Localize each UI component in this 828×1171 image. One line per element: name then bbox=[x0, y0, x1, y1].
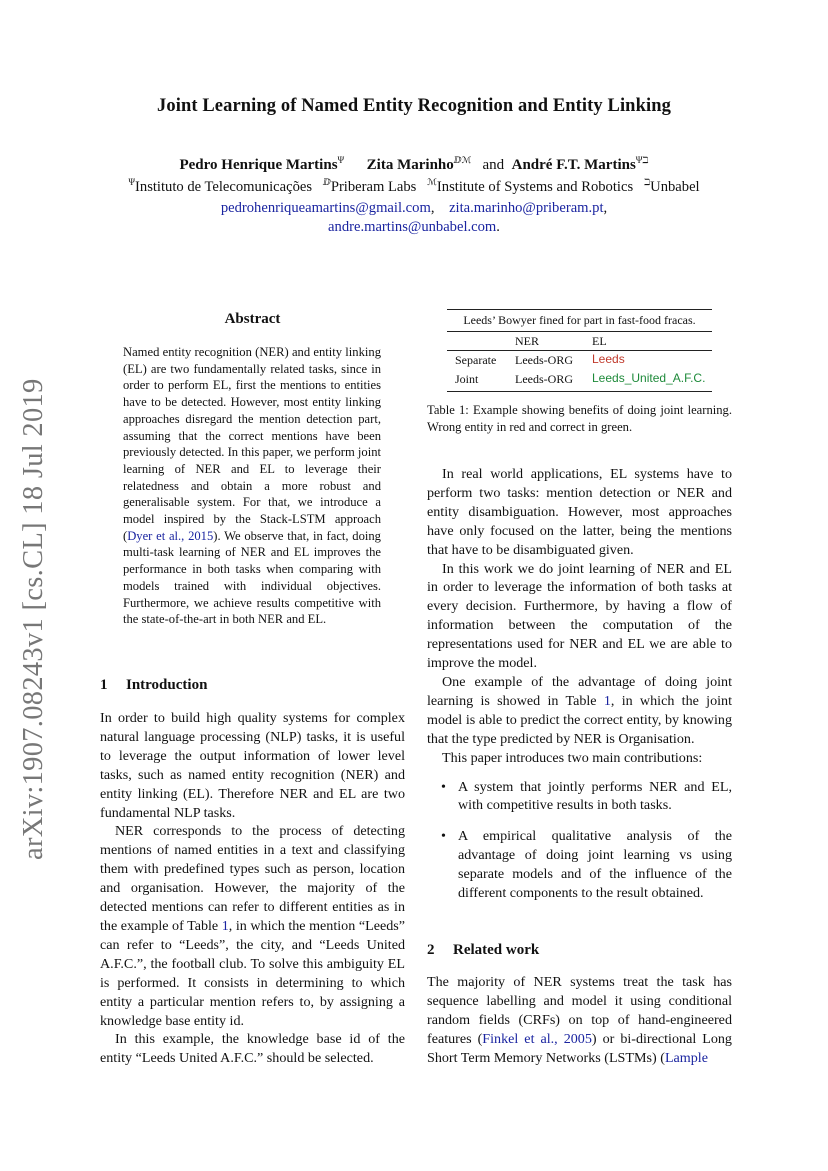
table-row-label: Joint bbox=[455, 372, 479, 386]
affiliation: Unbabel bbox=[650, 179, 700, 195]
author-superscript: Ψℶ bbox=[635, 155, 649, 165]
intro-body bbox=[100, 709, 405, 1068]
bullet-icon: • bbox=[441, 778, 446, 795]
section-title: Introduction bbox=[126, 677, 208, 693]
paragraph: In this example, the knowledge base id of the entity “Leeds United A.F.C.” should be selected. bbox=[100, 1031, 405, 1067]
author-name: Zita Marinho bbox=[366, 157, 454, 173]
paragraph-text: ) or bi-directional Long Short Term Memory Networks (LSTMs) ( bbox=[427, 1030, 732, 1066]
email-link[interactable]: pedrohenriqueamartins@gmail.com bbox=[220, 200, 431, 216]
table-bottom-rule bbox=[447, 391, 712, 392]
author-line bbox=[0, 157, 828, 174]
list-item-text: A empirical qualitative analysis of the advantage of doing joint learning vs using separate models and of the influence of the different components to the result obtained. bbox=[458, 828, 732, 902]
author-name: Pedro Henrique Martins bbox=[179, 157, 338, 173]
paragraph: In this work we do joint learning of NER and EL in order to leverage the information of both tasks at every decision. Furthermore, by having a flow of information between the computation of the representations used for NER and EL we are able to improve the model. bbox=[427, 560, 732, 672]
author-conjunction: and bbox=[482, 157, 505, 173]
abstract-text bbox=[123, 344, 381, 628]
citation-link[interactable]: Dyer et al., 2015 bbox=[127, 528, 214, 543]
paragraph: In order to build high quality systems for complex natural language processing (NLP) tasks, it is useful to leverage the output information of lower level tasks, such as named entity recognition (NER) and entity linking (EL). Therefore NER and EL are two fundamental NLP tasks. bbox=[100, 710, 405, 821]
list-item bbox=[427, 778, 732, 816]
abstract-text-part: Named entity recognition (NER) and entity linking (EL) are two fundamentally related tasks, since in order to perform EL, first the mentions to entities have to be detected. However, most entity linking approaches disregard the mention detection part, assuming that the correct mentions have been previously detected. In this paper, we perform joint learning of NER and EL to leverage their relatedness and obtain a more robust and generalisable system. For that, we introduce a model inspired by the Stack-LSTM approach ( bbox=[123, 345, 381, 543]
table-reference-link[interactable]: 1 bbox=[221, 917, 229, 934]
citation-link[interactable]: Finkel et al., 2005 bbox=[482, 1030, 592, 1047]
paragraph: This paper introduces two main contributions: bbox=[442, 749, 703, 766]
list-item bbox=[427, 827, 732, 903]
table-cell-ner: Leeds-ORG bbox=[515, 353, 573, 367]
table-header-el: EL bbox=[592, 334, 607, 348]
section-heading bbox=[427, 942, 539, 959]
affiliation: Instituto de Telecomunicações bbox=[135, 179, 313, 195]
table-header-ner: NER bbox=[515, 334, 539, 348]
section-heading bbox=[100, 677, 207, 694]
table-mid-rule bbox=[447, 331, 712, 332]
table-cell-el-correct: Leeds_United_A.F.C. bbox=[592, 371, 706, 385]
affiliation-mark: ℶ bbox=[644, 177, 651, 188]
author-superscript: ⅅℳ bbox=[453, 155, 472, 165]
author-superscript: Ψ bbox=[337, 155, 345, 165]
paragraph bbox=[427, 973, 732, 1068]
paragraph-text: NER corresponds to the process of detecting mentions of named entities in a text and classifying them with predefined types such as person, location and organisation. However, the majority of the detected mentions can refer to different entities as in the example of Table bbox=[100, 823, 405, 934]
affiliation: Institute of Systems and Robotics bbox=[436, 179, 634, 195]
table-caption: Table 1: Example showing benefits of doing joint learning. Wrong entity in red and correct in green. bbox=[427, 403, 732, 434]
paragraph-text: , in which the joint model is able to predict the correct entity, by knowing that the type predicted by NER is Organisation. bbox=[427, 692, 732, 747]
section-title: Related work bbox=[453, 942, 540, 958]
paragraph bbox=[100, 822, 405, 1030]
table-sentence: Leeds’ Bowyer fined for part in fast-food fracas. bbox=[463, 313, 696, 327]
table-top-rule bbox=[447, 309, 712, 310]
affiliation-mark: ⅅ bbox=[323, 177, 331, 188]
email-link[interactable]: zita.marinho@priberam.pt bbox=[449, 200, 604, 216]
paragraph-text: , in which the mention “Leeds” can refer to “Leeds”, the city, and “Leeds United A.F.C.”, the football club. To solve this ambiguity EL is performed. It consists in determining to which entity a particular mention refers to, by assigning a knowledge base entity id. bbox=[100, 917, 405, 1029]
table-reference-link[interactable]: 1 bbox=[603, 692, 611, 709]
author-name: André F.T. Martins bbox=[511, 157, 636, 173]
affiliation: Priberam Labs bbox=[330, 179, 417, 195]
abstract-heading: Abstract bbox=[224, 311, 281, 327]
arxiv-identifier-stamp[interactable]: arXiv:1907.08243v1 [cs.CL] 18 Jul 2019 bbox=[18, 378, 49, 860]
paper-title: Joint Learning of Named Entity Recognition and Entity Linking bbox=[157, 96, 671, 116]
paragraph-text: The majority of NER systems treat the task has sequence labelling and model it using conditional random fields (CRFs) on top of hand-engineered features ( bbox=[427, 974, 732, 1047]
affiliation-mark: Ψ bbox=[128, 177, 136, 188]
email-link[interactable]: andre.martins@unbabel.com bbox=[328, 219, 497, 235]
table-cell-el-wrong: Leeds bbox=[592, 352, 625, 366]
abstract-text-part: ). We observe that, in fact, doing multi-task learning of NER and EL improves the performance in both tasks when comparing with models trained with individual objectives. Furthermore, we achieve results competitive with the state-of-the-art in both NER and EL. bbox=[123, 528, 381, 627]
right-column-body bbox=[427, 465, 732, 903]
paragraph bbox=[427, 673, 732, 749]
affiliation-mark: ℳ bbox=[427, 177, 437, 188]
bullet-icon: • bbox=[441, 828, 446, 845]
related-body bbox=[427, 973, 732, 1068]
table-cell-ner: Leeds-ORG bbox=[515, 372, 573, 386]
section-number: 2 bbox=[427, 942, 435, 958]
contribution-list bbox=[427, 778, 732, 903]
table-row-label: Separate bbox=[455, 353, 497, 367]
affiliation-line bbox=[0, 179, 828, 196]
paragraph-text: One example of the advantage of doing joint learning is showed in Table bbox=[427, 673, 732, 709]
paragraph: In real world applications, EL systems have to perform two tasks: mention detection or NER and entity disambiguation. However, most approaches have only focused on the latter, being the mentions that have to be disambiguated given. bbox=[427, 466, 732, 558]
section-number: 1 bbox=[100, 677, 108, 693]
email-block: pedrohenriqueamartins@gmail.com, zita.marinho@priberam.pt, andre.martins@unbabel.com. bbox=[220, 200, 608, 235]
table-header-rule bbox=[447, 350, 712, 351]
citation-link[interactable]: Lample bbox=[664, 1049, 708, 1066]
list-item-text: A system that jointly performs NER and EL, with competitive results in both tasks. bbox=[458, 778, 732, 814]
